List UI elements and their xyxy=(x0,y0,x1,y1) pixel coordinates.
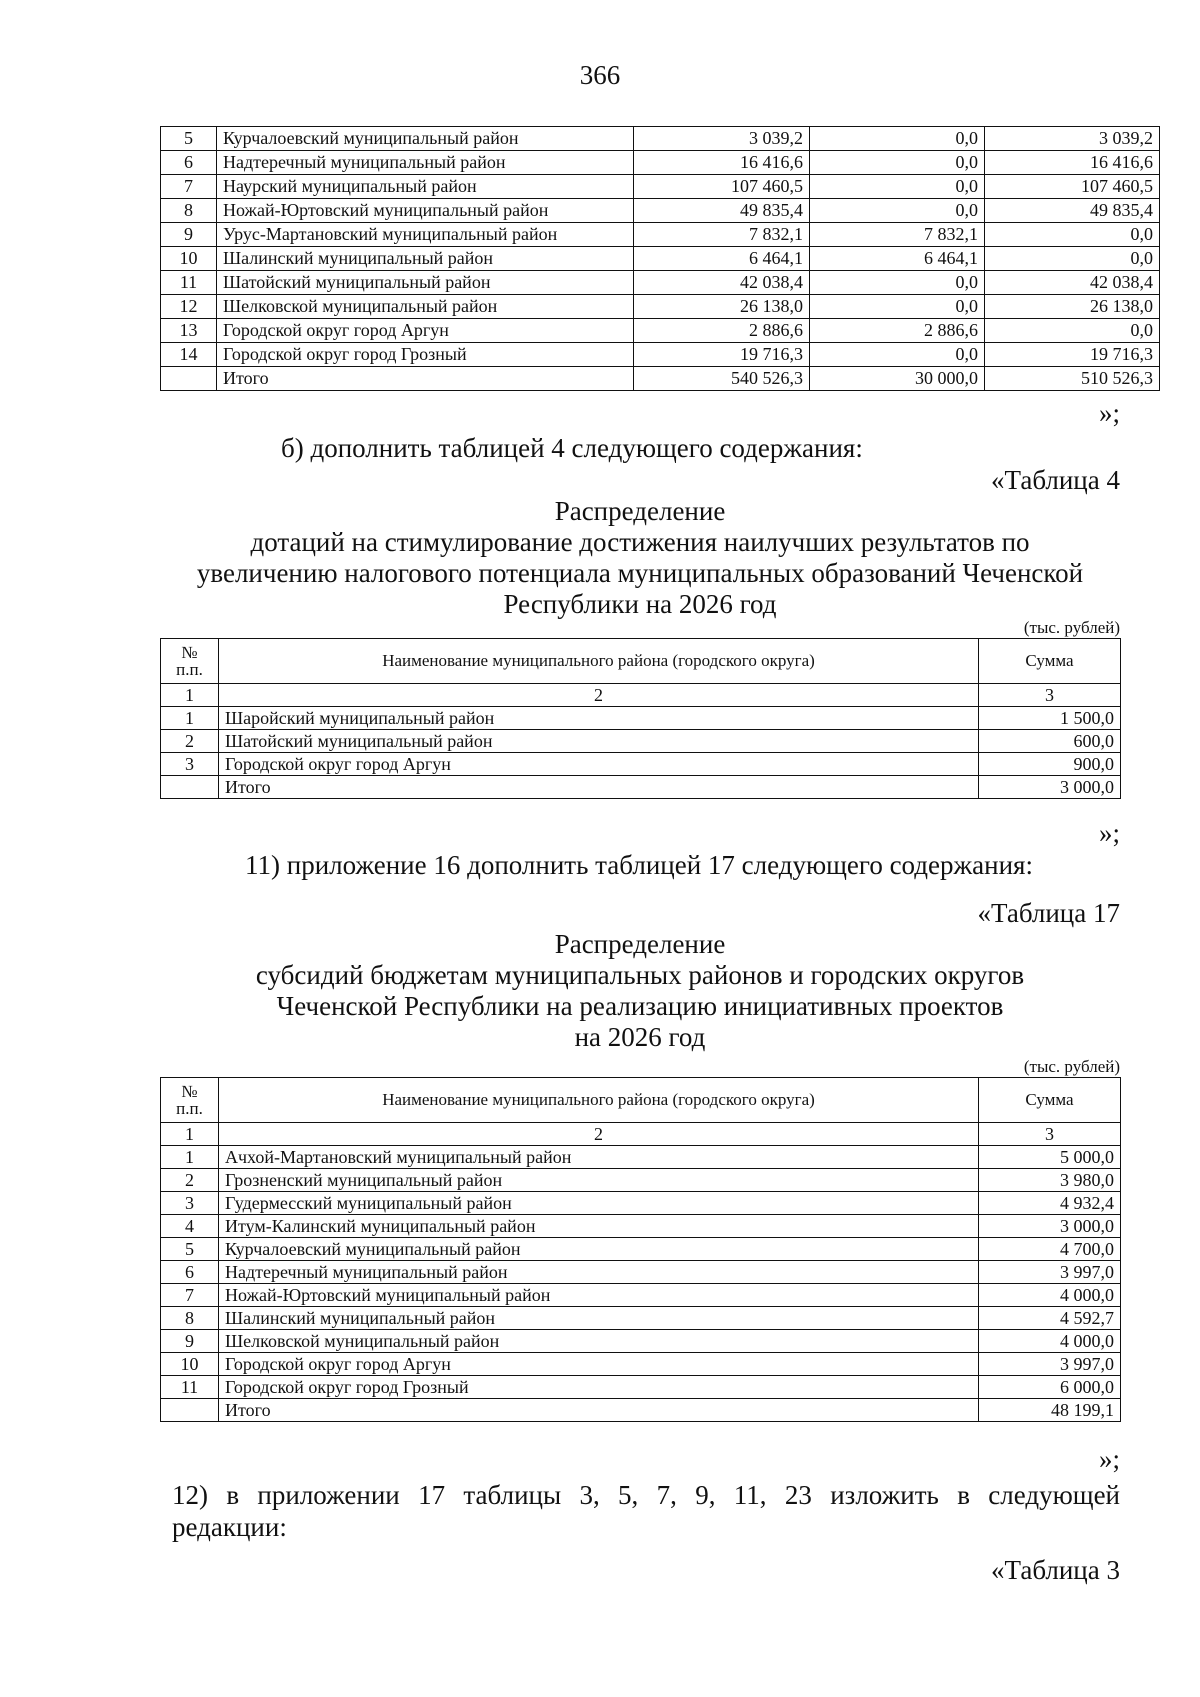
district-name: Итум-Калинский муниципальный район xyxy=(219,1215,979,1238)
district-name: Городской округ город Грозный xyxy=(219,1376,979,1399)
district-name: Городской округ город Аргун xyxy=(219,753,979,776)
district-name: Шелковской муниципальный район xyxy=(217,295,634,319)
table4-title-line2: дотаций на стимулирование достижения наилучших результатов по xyxy=(250,527,1030,557)
table-row xyxy=(161,1284,1121,1307)
header-num: № п.п. xyxy=(161,639,219,684)
district-name: Ножай-Юртовский муниципальный район xyxy=(217,199,634,223)
table-row xyxy=(161,1192,1121,1215)
amount-part2: 49 835,4 xyxy=(985,199,1160,223)
amount-part1: 0,0 xyxy=(810,175,985,199)
header-row xyxy=(161,639,1121,684)
table4-title xyxy=(160,496,1120,620)
table4-title-line3: увеличению налогового потенциала муниципальных образований Чеченской xyxy=(196,558,1084,588)
table17-title-line4: на 2026 год xyxy=(574,1022,706,1052)
table4-title-line4: Республики на 2026 год xyxy=(503,589,777,619)
row-number: 11 xyxy=(161,271,217,295)
item-11-text: 11) приложение 16 дополнить таблицей 17 следующего содержания: xyxy=(245,850,1033,880)
closing-quote-1: »; xyxy=(1098,398,1120,428)
row-number: 3 xyxy=(161,1192,219,1215)
row-number xyxy=(161,1399,219,1422)
amount-part2: 19 716,3 xyxy=(985,343,1160,367)
amount-part1: 0,0 xyxy=(810,295,985,319)
column-number: 1 xyxy=(161,1123,219,1146)
amount: 900,0 xyxy=(979,753,1121,776)
table4-label: «Таблица 4 xyxy=(991,465,1120,495)
continued-table xyxy=(160,126,1160,391)
row-number: 9 xyxy=(161,223,217,247)
table17-unit: (тыс. рублей) xyxy=(1023,1057,1120,1076)
amount: 6 000,0 xyxy=(979,1376,1121,1399)
item-12-line1: 12) в приложении 17 таблицы 3, 5, 7, 9, 11, 23 изложить в следующей xyxy=(172,1480,1120,1510)
amount-total: 19 716,3 xyxy=(634,343,810,367)
header-name: Наименование муниципального района (городского округа) xyxy=(219,1078,979,1123)
table-row xyxy=(161,1353,1121,1376)
table17-title-line2: субсидий бюджетам муниципальных районов и городских округов xyxy=(255,960,1025,990)
district-name: Надтеречный муниципальный район xyxy=(217,151,634,175)
closing-quote-2: »; xyxy=(1098,818,1120,848)
district-name: Наурский муниципальный район xyxy=(217,175,634,199)
table4-title-line1: Распределение xyxy=(554,496,726,526)
table-row xyxy=(161,730,1121,753)
row-number: 1 xyxy=(161,1146,219,1169)
total-row xyxy=(161,1399,1121,1422)
table-row xyxy=(161,1146,1121,1169)
amount: 600,0 xyxy=(979,730,1121,753)
table17-title-line3: Чеченской Республики на реализацию инициативных проектов xyxy=(276,991,1004,1021)
table4 xyxy=(160,638,1121,799)
table3-label: «Таблица 3 xyxy=(991,1555,1120,1585)
amount-total: 540 526,3 xyxy=(634,367,810,391)
row-number: 11 xyxy=(161,1376,219,1399)
amount: 4 592,7 xyxy=(979,1307,1121,1330)
row-number: 2 xyxy=(161,730,219,753)
column-number: 3 xyxy=(979,1123,1121,1146)
row-number: 3 xyxy=(161,753,219,776)
amount-part2: 16 416,6 xyxy=(985,151,1160,175)
table-row xyxy=(161,1330,1121,1353)
amount: 3 997,0 xyxy=(979,1353,1121,1376)
table-row xyxy=(161,319,1160,343)
total-row xyxy=(161,367,1160,391)
amount-part1: 2 886,6 xyxy=(810,319,985,343)
header-name: Наименование муниципального района (городского округа) xyxy=(219,639,979,684)
amount-total: 42 038,4 xyxy=(634,271,810,295)
amount-total: 7 832,1 xyxy=(634,223,810,247)
table-row xyxy=(161,151,1160,175)
item-b-text: б) дополнить таблицей 4 следующего содержания: xyxy=(281,433,863,463)
amount-total: 16 416,6 xyxy=(634,151,810,175)
row-number xyxy=(161,776,219,799)
amount: 1 500,0 xyxy=(979,707,1121,730)
amount-part2: 0,0 xyxy=(985,223,1160,247)
amount: 4 000,0 xyxy=(979,1284,1121,1307)
amount: 3 980,0 xyxy=(979,1169,1121,1192)
amount-part1: 0,0 xyxy=(810,271,985,295)
district-name: Городской округ город Грозный xyxy=(217,343,634,367)
amount-total: 2 886,6 xyxy=(634,319,810,343)
table-row xyxy=(161,1307,1121,1330)
district-name: Итого xyxy=(217,367,634,391)
row-number: 7 xyxy=(161,175,217,199)
amount-part1: 30 000,0 xyxy=(810,367,985,391)
table-row xyxy=(161,271,1160,295)
amount-part2: 107 460,5 xyxy=(985,175,1160,199)
table-row xyxy=(161,1238,1121,1261)
row-number: 4 xyxy=(161,1215,219,1238)
amount: 4 000,0 xyxy=(979,1330,1121,1353)
district-name: Шатойский муниципальный район xyxy=(217,271,634,295)
table-row xyxy=(161,223,1160,247)
row-number: 10 xyxy=(161,247,217,271)
district-name: Шалинский муниципальный район xyxy=(217,247,634,271)
amount-part2: 26 138,0 xyxy=(985,295,1160,319)
table17-title xyxy=(160,929,1120,1053)
row-number: 13 xyxy=(161,319,217,343)
table4-unit: (тыс. рублей) xyxy=(1023,618,1120,637)
amount-part2: 3 039,2 xyxy=(985,127,1160,151)
continued-table-body xyxy=(161,127,1160,391)
table-row xyxy=(161,1376,1121,1399)
column-number: 3 xyxy=(979,684,1121,707)
amount: 3 997,0 xyxy=(979,1261,1121,1284)
district-name: Шатойский муниципальный район xyxy=(219,730,979,753)
amount-part1: 7 832,1 xyxy=(810,223,985,247)
table17-body xyxy=(161,1078,1121,1422)
table-row xyxy=(161,343,1160,367)
amount-total: 49 835,4 xyxy=(634,199,810,223)
table-row xyxy=(161,247,1160,271)
table-row xyxy=(161,295,1160,319)
table-row xyxy=(161,707,1121,730)
column-number: 2 xyxy=(219,1123,979,1146)
row-number: 8 xyxy=(161,199,217,223)
table-row xyxy=(161,1261,1121,1284)
row-number: 1 xyxy=(161,707,219,730)
district-name: Ножай-Юртовский муниципальный район xyxy=(219,1284,979,1307)
district-name: Городской округ город Аргун xyxy=(219,1353,979,1376)
row-number: 10 xyxy=(161,1353,219,1376)
table17 xyxy=(160,1077,1121,1422)
header-num: № п.п. xyxy=(161,1078,219,1123)
district-name: Курчалоевский муниципальный район xyxy=(219,1238,979,1261)
district-name: Урус-Мартановский муниципальный район xyxy=(217,223,634,247)
table-row xyxy=(161,1215,1121,1238)
table-row xyxy=(161,1169,1121,1192)
column-number: 1 xyxy=(161,684,219,707)
closing-quote-3: »; xyxy=(1098,1444,1120,1474)
column-number-row xyxy=(161,1123,1121,1146)
district-name: Грозненский муниципальный район xyxy=(219,1169,979,1192)
amount-part2: 510 526,3 xyxy=(985,367,1160,391)
district-name: Шелковской муниципальный район xyxy=(219,1330,979,1353)
row-number: 7 xyxy=(161,1284,219,1307)
row-number: 6 xyxy=(161,1261,219,1284)
table4-body xyxy=(161,639,1121,799)
district-name: Курчалоевский муниципальный район xyxy=(217,127,634,151)
page-number: 366 xyxy=(579,60,621,90)
table-row xyxy=(161,175,1160,199)
district-name: Итого xyxy=(219,776,979,799)
amount: 5 000,0 xyxy=(979,1146,1121,1169)
item-12-line2: редакции: xyxy=(172,1512,287,1542)
amount: 3 000,0 xyxy=(979,1215,1121,1238)
row-number: 12 xyxy=(161,295,217,319)
row-number: 2 xyxy=(161,1169,219,1192)
district-name: Шалинский муниципальный район xyxy=(219,1307,979,1330)
amount-part2: 0,0 xyxy=(985,319,1160,343)
amount-part1: 0,0 xyxy=(810,343,985,367)
amount-part1: 0,0 xyxy=(810,199,985,223)
district-name: Городской округ город Аргун xyxy=(217,319,634,343)
district-name: Шаройский муниципальный район xyxy=(219,707,979,730)
amount-total: 107 460,5 xyxy=(634,175,810,199)
district-name: Гудермесский муниципальный район xyxy=(219,1192,979,1215)
row-number: 5 xyxy=(161,127,217,151)
row-number xyxy=(161,367,217,391)
row-number: 14 xyxy=(161,343,217,367)
amount: 48 199,1 xyxy=(979,1399,1121,1422)
district-name: Надтеречный муниципальный район xyxy=(219,1261,979,1284)
amount: 4 932,4 xyxy=(979,1192,1121,1215)
table17-label: «Таблица 17 xyxy=(977,898,1120,928)
amount-total: 6 464,1 xyxy=(634,247,810,271)
total-row xyxy=(161,776,1121,799)
amount-part2: 0,0 xyxy=(985,247,1160,271)
row-number: 6 xyxy=(161,151,217,175)
column-number-row xyxy=(161,684,1121,707)
district-name: Ачхой-Мартановский муниципальный район xyxy=(219,1146,979,1169)
row-number: 5 xyxy=(161,1238,219,1261)
amount-total: 3 039,2 xyxy=(634,127,810,151)
district-name: Итого xyxy=(219,1399,979,1422)
amount: 4 700,0 xyxy=(979,1238,1121,1261)
amount-part1: 6 464,1 xyxy=(810,247,985,271)
amount-part1: 0,0 xyxy=(810,151,985,175)
table17-title-line1: Распределение xyxy=(554,929,726,959)
header-row xyxy=(161,1078,1121,1123)
amount: 3 000,0 xyxy=(979,776,1121,799)
row-number: 9 xyxy=(161,1330,219,1353)
row-number: 8 xyxy=(161,1307,219,1330)
column-number: 2 xyxy=(219,684,979,707)
amount-part1: 0,0 xyxy=(810,127,985,151)
header-sum: Сумма xyxy=(979,1078,1121,1123)
amount-total: 26 138,0 xyxy=(634,295,810,319)
table-row xyxy=(161,753,1121,776)
amount-part2: 42 038,4 xyxy=(985,271,1160,295)
table-row xyxy=(161,127,1160,151)
header-sum: Сумма xyxy=(979,639,1121,684)
table-row xyxy=(161,199,1160,223)
